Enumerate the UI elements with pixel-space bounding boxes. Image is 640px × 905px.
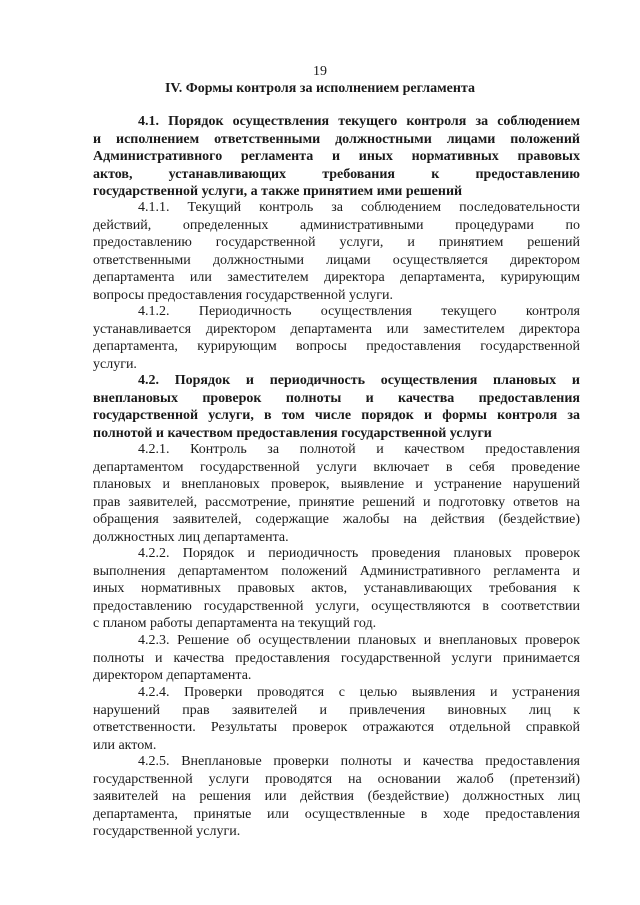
text-line: плановых и внеплановых проверок, выявление и устранение нарушений: [93, 477, 580, 492]
text-line: департамента, принятые или осуществленные в ходе предоставления: [93, 806, 580, 822]
paragraph-4-2-2: [93, 545, 580, 633]
text-line: нарушений прав заявителей и привлечения виновных лиц к: [93, 702, 580, 718]
subsection-heading-4-1: [93, 113, 580, 201]
text-line: 4.2.5. Внеплановые проверки полноты и качества предоставления: [138, 754, 580, 769]
text-line: обращения заявителей, содержащие жалобы на действия (бездействие): [93, 512, 580, 527]
text-line: 4.1.1. Текущий контроль за соблюдением последовательности: [138, 200, 580, 215]
text-line: 4.1. Порядок осуществления текущего контроля за соблюдением: [138, 114, 580, 129]
text-line: 4.2.3. Решение об осуществлении плановых и внеплановых проверок: [138, 633, 580, 648]
text-line: государственной услуги, в том числе порядок и формы контроля за: [93, 408, 580, 423]
text-line: услуги.: [93, 356, 137, 372]
section-title: IV. Формы контроля за исполнением регламента: [164, 81, 476, 96]
text-line: выполнения департаментом положений Административного регламента и: [93, 563, 580, 579]
text-line: государственной услуги проводятся на основании жалоб (претензий): [93, 771, 580, 787]
text-line: предоставлению государственной услуги, и принятием решений: [93, 235, 580, 250]
text-line: 4.2.1. Контроль за полнотой и качеством предоставления: [138, 442, 580, 457]
paragraph-4-2-5: [93, 753, 580, 841]
page-number: 19: [313, 64, 327, 79]
text-line: ответственности. Результаты проверок отражаются отдельной справкой: [93, 720, 580, 735]
text-line: ответственными должностными лицами осуществляется директором: [93, 252, 580, 268]
text-line: должностных лиц департамента.: [93, 529, 289, 545]
text-line: и исполнением ответственными должностными лицами положений: [93, 131, 580, 147]
text-line: 4.2.2. Порядок и периодичность проведения плановых проверок: [138, 546, 580, 561]
text-line: актов, устанавливающих требования к предоставлению: [93, 166, 580, 182]
paragraph-4-1-2: [93, 303, 580, 373]
text-line: иных нормативных правовых актов, устанавливающих требования к: [93, 581, 580, 596]
text-line: государственной услуги.: [93, 824, 241, 839]
text-line: заявителей на решения или действия (бездействие) должностных лиц: [93, 789, 580, 804]
text-line: с планом работы департамента на текущий год.: [93, 616, 377, 631]
text-line: 4.2. Порядок и периодичность осуществления плановых и: [138, 373, 580, 388]
text-line: директором департамента.: [93, 668, 252, 683]
text-line: департамента или заместителем директора департамента, курирующим: [93, 270, 580, 285]
text-line: действий, определенных административными процедурами по: [93, 217, 580, 233]
text-line: или актом.: [93, 737, 157, 753]
text-line: предоставлению государственной услуги, осуществляются в соответствии: [93, 598, 580, 614]
paragraph-4-2-3: [93, 632, 580, 685]
text-line: полноты и качества предоставления государственной услуги принимается: [93, 650, 580, 666]
text-line: Административного регламента и иных нормативных правовых: [93, 149, 580, 164]
text-line: вопросы предоставления государственной услуги.: [93, 287, 393, 303]
text-line: департаментом государственной услуги включает в себя проведение: [93, 459, 580, 475]
text-line: 4.1.2. Периодичность осуществления текущего контроля: [138, 304, 580, 319]
paragraph-4-2-1: [93, 441, 580, 546]
text-line: государственной услуги, а также принятием ими решений: [93, 184, 463, 199]
text-line: 4.2.4. Проверки проводятся с целью выявления и устранения: [138, 685, 580, 700]
text-line: внеплановых проверок полноты и качества предоставления: [93, 390, 580, 406]
paragraph-4-2-4: [93, 684, 580, 754]
text-line: департамента, курирующим вопросы предоставления государственной: [93, 339, 580, 354]
text-line: прав заявителей, рассмотрение, принятие решений и подготовку ответов на: [93, 494, 580, 510]
text-line: полнотой и качеством предоставления государственной услуги: [93, 425, 492, 441]
text-line: устанавливается директором департамента или заместителем директора: [93, 321, 580, 337]
subsection-heading-4-2: [93, 372, 580, 442]
paragraph-4-1-1: [93, 199, 580, 304]
